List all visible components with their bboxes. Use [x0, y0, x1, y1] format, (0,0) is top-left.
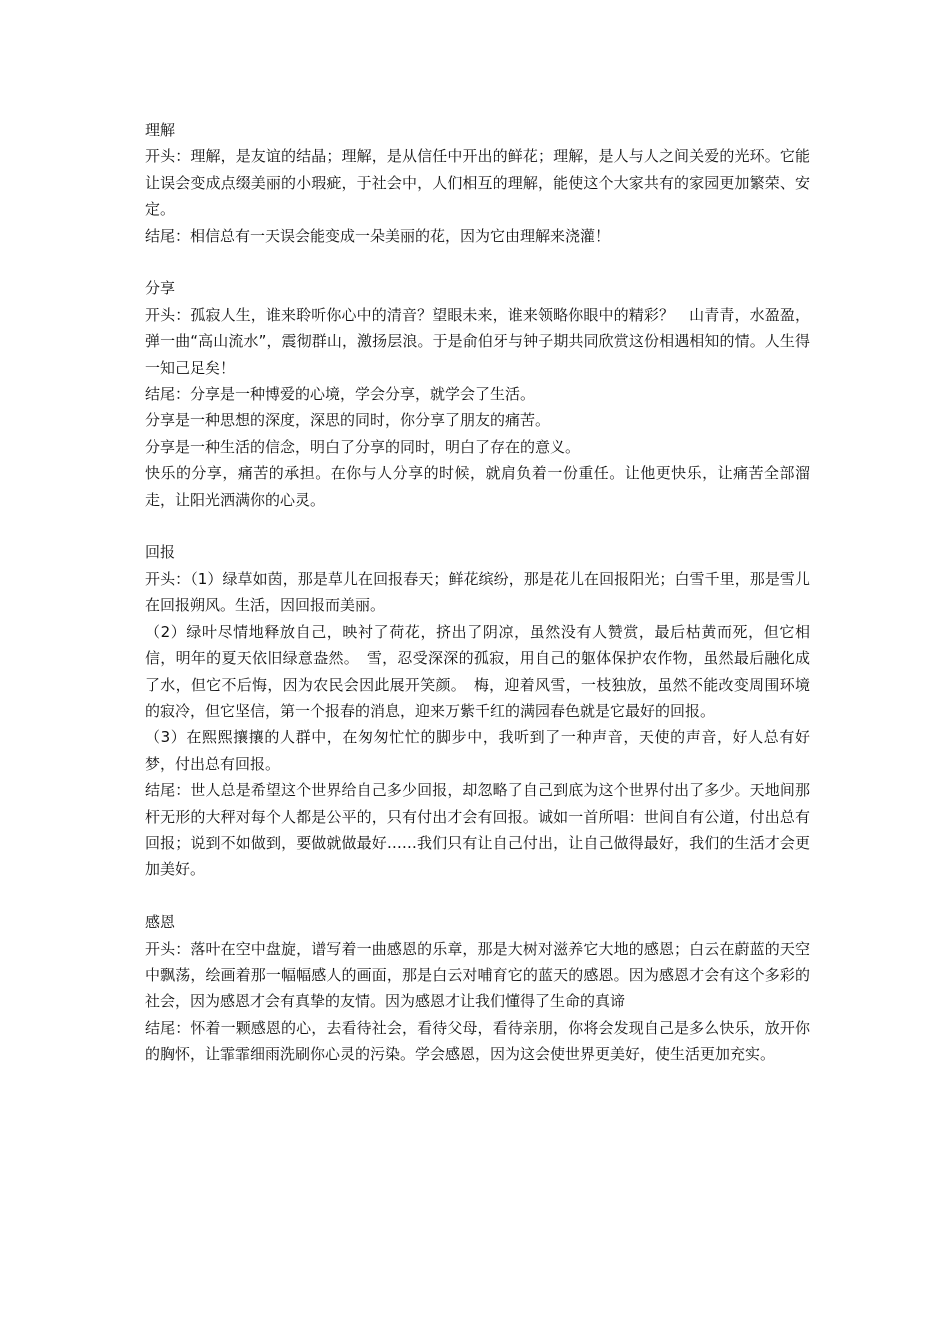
paragraph: 结尾：世人总是希望这个世界给自己多少回报，却忽略了自己到底为这个世界付出了多少。天地间那杆无形的大秤对每个人都是公平的，只有付出才会有回报。诚如一首所唱：世间自有公道，付出总有回报；说到不如做到，要做就做最好……我们只有让自己付出，让自己做得最好，我们的生活才会更加美好。: [145, 781, 810, 879]
paragraph: （3）在熙熙攘攘的人群中，在匆匆忙忙的脚步中，我听到了一种声音，天使的声音，好人总有好梦，付出总有回报。: [145, 728, 810, 773]
paragraph: 开头：理解，是友谊的结晶；理解，是从信任中开出的鲜花；理解，是人与人之间关爱的光环。它能让误会变成点缀美丽的小瑕疵，于社会中，人们相互的理解，能使这个大家共有的家园更加繁荣、安定。: [145, 147, 810, 219]
section-title: 分享: [145, 279, 176, 298]
paragraph: 开头：落叶在空中盘旋，谱写着一曲感恩的乐章，那是大树对滋养它大地的感恩；白云在蔚蓝的天空中飘荡，绘画着那一幅幅感人的画面，那是白云对哺育它的蓝天的感恩。因为感恩才会有这个多彩的社会，因为感恩才会有真挚的友情。因为感恩才让我们懂得了生命的真谛: [145, 939, 810, 1011]
section-spacer: [145, 249, 810, 275]
section-spacer: [145, 513, 810, 539]
section-spacer: [145, 883, 810, 909]
paragraph: 结尾：怀着一颗感恩的心，去看待社会，看待父母，看待亲朋，你将会发现自己是多么快乐，放开你的胸怀，让霏霏细雨洗刷你心灵的污染。学会感恩，因为这会使世界更美好，使生活更加充实。: [145, 1018, 810, 1064]
document-body: [145, 117, 810, 1068]
section-title: 回报: [145, 543, 176, 562]
section-lijie: [145, 117, 810, 249]
section-huibao: [145, 539, 810, 882]
paragraph: 快乐的分享，痛苦的承担。在你与人分享的时候，就肩负着一份重任。让他更快乐，让痛苦全部溜走，让阳光洒满你的心灵。: [145, 464, 810, 509]
section-ganen: [145, 909, 810, 1067]
paragraph: 分享是一种思想的深度，深思的同时，你分享了朋友的痛苦。: [145, 411, 551, 430]
paragraph: （2）绿叶尽情地释放自己，映衬了荷花，挤出了阴凉，虽然没有人赞赏，最后枯黄而死，但它相信，明年的夏天依旧绿意盎然。 雪，忍受深深的孤寂，用自己的躯体保护农作物，虽然最后融化成了水，但它不后悔，因为农民会因此展开笑颜。 梅，迎着风雪，一枝独放，虽然不能改变周围环境的寂冷，但它坚信，第一个报春的消息，迎来万紫千红的满园春色就是它最好的回报。: [145, 622, 810, 720]
paragraph: 结尾：分享是一种博爱的心境，学会分享，就学会了生活。: [145, 385, 536, 404]
paragraph: 开头：（1）绿草如茵，那是草儿在回报春天；鲜花缤纷，那是花儿在回报阳光；白雪千里，那是雪儿在回报朔风。生活，因回报而美丽。: [145, 569, 810, 615]
paragraph: 分享是一种生活的信念，明白了分享的同时，明白了存在的意义。: [145, 437, 581, 456]
section-fenxiang: [145, 275, 810, 513]
section-title: 理解: [145, 121, 176, 139]
paragraph: 结尾：相信总有一天误会能变成一朵美丽的花，因为它由理解来浇灌！: [145, 226, 611, 245]
paragraph: 开头：孤寂人生，谁来聆听你心中的清音？望眼未来，谁来领略你眼中的精彩？ 山青青，水盈盈，弹一曲“高山流水”，震彻群山，激扬层浪。于是俞伯牙与钟子期共同欣赏这份相遇相知的情。人生得一知己足矣！: [145, 305, 810, 377]
section-title: 感恩: [145, 913, 176, 932]
